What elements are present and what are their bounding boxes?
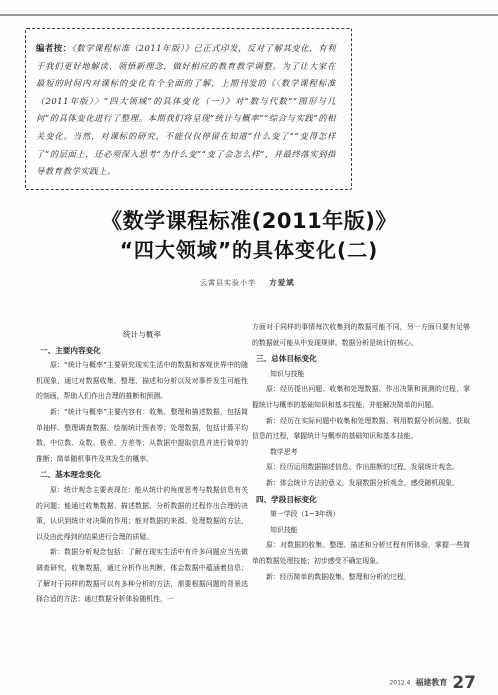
heading-content-change: 一、主要内容变化 <box>40 345 101 355</box>
editor-note-label: 编者按： <box>36 43 72 53</box>
author-affiliation: 云霄县实验小学 <box>200 279 256 287</box>
right-paragraph-6: 原：对数据的收集、整理、描述和分析过程有所体验，掌握一些简单的数据处理技能；初步感受不确定现象。 <box>252 541 470 565</box>
subheading-knowledge-skills-2: 知识技能 <box>270 525 298 534</box>
right-paragraph-2: 原：经历提出问题、收集和处理数据、作出决策和预测的过程，掌握统计与概率的基础知识和基本技能，并能解决简单的问题。 <box>252 385 470 409</box>
author-line <box>200 277 295 288</box>
editor-note <box>36 40 336 181</box>
page-footer <box>389 673 476 693</box>
editor-note-text: 《数学课程标准（2011年版）》已正式印发，反对了解其变化，有利于我们更好地解读、领悟新理念，做好相应的教育教学调整。为了让大家在最短的时间内对课标的变化有个全面的了解，上期刊发的《〈数学课程标准（2011年版）〉“四大领域”的具体变化（一）》对“数与代数”“图形与几何”的具体变化进行了整理。本期我们将呈现“统计与概率”“综合与实践”的相关变化。当然，对课标的研究，不能仅仅停留在知道“什么变了”“变得怎样了”的层面上，还必须深入思考“为什么变”“变了会怎么样”，并最终落实到指导教育教学实践上。 <box>36 43 337 177</box>
top-rule <box>0 14 498 16</box>
left-paragraph-1: 原：“统计与概率”主要研究现实生活中的数据和客观世界中的随机现象，通过对数据收集、整理、描述和分析以及对事件发生可能性的刻画，帮助人们作出合理的推断和预测。 <box>36 361 248 401</box>
left-column <box>36 327 248 608</box>
right-paragraph-3: 新：经历在实际问题中收集和处理数据、利用数据分析问题、获取信息的过程，掌握统计与概率的基础知识和基本技能。 <box>252 416 470 441</box>
left-paragraph-4: 新：数据分析观念包括：了解在现实生活中有许多问题应当先做调查研究，收集数据，通过分析作出判断，体会数据中蕴涵着信息；了解对于同样的数据可以有多种分析的方法，需要根据问题的背景选择合适的方法；通过数据分析体验随机性，一 <box>36 548 248 604</box>
issue-date: 2012.4 <box>389 679 411 687</box>
right-paragraph-7: 新：经历简单的数据收集、整理和分析的过程， <box>266 572 411 581</box>
right-paragraph-4: 原：经历运用数据描述信息、作出推断的过程，发展统计观念。 <box>266 463 459 472</box>
right-column <box>252 320 470 585</box>
magazine-name: 福建教育 <box>415 676 448 687</box>
left-paragraph-2: 新：“统计与概率”主要内容有：收集、整理和描述数据，包括简单抽样、整理调查数据、绘制统计图表等；处理数据，包括计算平均数、中位数、众数、极差、方差等；从数据中提取信息并进行简单的推断；简单随机事件及其发生的概率。 <box>36 407 248 463</box>
article-title-line1: 《数学课程标准(2011年版)》 <box>101 209 397 233</box>
left-paragraph-3: 原：统计观念主要表现在：能从统计的角度思考与数据信息有关的问题；能通过收集数据、描述数据、分析数据的过程作出合理的决策，认识到统计对决策的作用；能对数据的来源、处理数据的方法，以及由此得到的结果进行合理的质疑。 <box>36 485 248 541</box>
author-name: 方爱斌 <box>269 278 295 287</box>
subheading-knowledge-skills: 知识与技能 <box>270 369 305 378</box>
section-title: 统计与概率 <box>123 330 161 339</box>
heading-concept-change: 二、基本理念变化 <box>40 470 101 480</box>
page-number: 27 <box>452 673 476 693</box>
right-paragraph-1: 方面对于同样的事情每次收集到的数据可能不同，另一方面只要有足够的数据就可能从中发现规律。数据分析是统计的核心。 <box>252 323 470 347</box>
subheading-math-thinking: 数学思考 <box>270 447 298 456</box>
right-paragraph-5: 新：体会统计方法的意义，发展数据分析观念，感受随机现象。 <box>266 478 459 487</box>
subheading-stage-one: 第一学段（1~3年级） <box>270 510 340 519</box>
heading-stage-goal-change: 四、学段目标变化 <box>256 494 317 504</box>
article-title-line2: “四大领域”的具体变化(二) <box>119 238 379 262</box>
heading-overall-goal-change: 三、总体目标变化 <box>256 354 317 364</box>
